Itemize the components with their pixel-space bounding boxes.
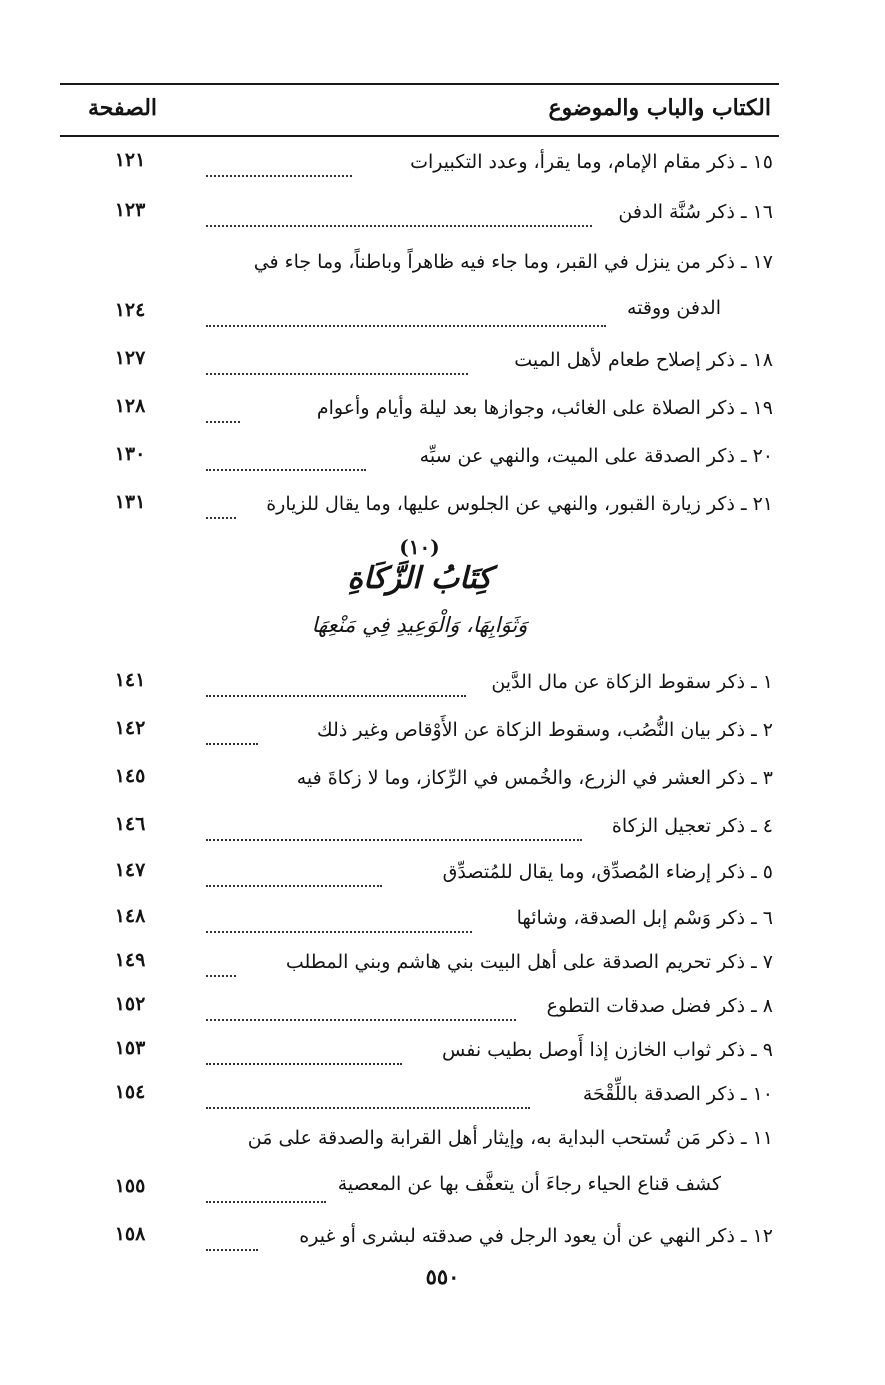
- toc-entry: [60, 667, 779, 707]
- entry-page: ١٥٥: [114, 1175, 146, 1197]
- entry-page: ١٤٢: [114, 717, 146, 739]
- entry-page: ١٤٥: [114, 765, 146, 787]
- entry-page: ١٢٧: [114, 347, 146, 369]
- leader-dots: [206, 995, 516, 1021]
- entry-page: ١٣١: [114, 491, 146, 513]
- toc-entry: [60, 991, 779, 1031]
- entry-title: ١ ـ ذكر سقوط الزكاة عن مال الدَّين: [491, 671, 773, 693]
- entry-title: ١٩ ـ ذكر الصلاة على الغائب، وجوازها بعد ليلة وأيام وأعوام: [316, 397, 773, 419]
- leader-dots: [206, 719, 258, 745]
- entry-page: ١٥٤: [114, 1081, 146, 1103]
- toc-entry: [60, 903, 779, 943]
- entry-title: ١٧ ـ ذكر من ينزل في القبر، وما جاء فيه ظاهراً وباطناً، وما جاء في: [253, 251, 773, 273]
- leader-dots: [206, 151, 352, 177]
- entry-title-continued: الدفن ووقته: [627, 297, 721, 319]
- toc-header: [60, 95, 779, 131]
- toc-entry: [60, 857, 779, 897]
- toc-entry: [60, 147, 779, 187]
- entry-title: ٩ ـ ذكر ثواب الخازن إذا أَوصل بطيب نفس: [442, 1039, 773, 1061]
- leader-dots: [206, 1177, 326, 1203]
- section-subtitle: وَثَوَابِهَا، وَالْوَعِيدِ فِي مَنْعِهَا: [311, 613, 528, 637]
- entry-page: ١٢٨: [114, 395, 146, 417]
- entry-title: ١٨ ـ ذكر إصلاح طعام لأهل الميت: [514, 349, 773, 371]
- entry-page: ١٤٨: [114, 905, 146, 927]
- toc-entry: [60, 811, 779, 851]
- entry-page: ١٤٧: [114, 859, 146, 881]
- page-folio-number: ٥٥٠: [425, 1264, 460, 1289]
- toc-entry: [60, 1035, 779, 1075]
- leader-dots: [206, 671, 466, 697]
- leader-dots: [206, 1083, 530, 1109]
- entry-title: ٢١ ـ ذكر زيارة القبور، والنهي عن الجلوس عليها، وما يقال للزيارة: [266, 493, 773, 515]
- toc-entry: [60, 763, 779, 803]
- leader-dots: [206, 349, 468, 375]
- toc-entry: [60, 441, 779, 481]
- leader-dots: [206, 815, 582, 841]
- entry-title: ٢٠ ـ ذكر الصدقة على الميت، والنهي عن سبِّه: [419, 445, 773, 467]
- entry-title: ٤ ـ ذكر تعجيل الزكاة: [611, 815, 773, 837]
- leader-dots: [206, 493, 236, 519]
- toc-entry: [60, 1079, 779, 1119]
- leader-dots: [206, 1225, 258, 1251]
- leader-dots: [206, 861, 382, 887]
- entry-page: ١٢١: [114, 149, 146, 171]
- header-rule: [60, 135, 779, 137]
- header-page-label: الصفحة: [88, 95, 158, 121]
- header-topic-label: الكتاب والباب والموضوع: [548, 95, 771, 121]
- leader-dots: [206, 301, 606, 327]
- entry-title: ٣ ـ ذكر العشر في الزرع، والخُمس في الرِّكاز، وما لا زكاةَ فيه: [296, 767, 773, 789]
- leader-dots: [206, 397, 240, 423]
- toc-entry: [60, 393, 779, 433]
- leader-dots: [206, 1039, 402, 1065]
- entry-page: ١٤٦: [114, 813, 146, 835]
- toc-entry: [60, 715, 779, 755]
- toc-entry: [60, 197, 779, 237]
- toc-entry: [60, 1221, 779, 1261]
- toc-entry: [60, 489, 779, 529]
- entry-title-continued: كشف قناع الحياء رجاءَ أن يتعفَّف بها عن المعصية: [337, 1173, 721, 1195]
- entry-page: ١٥٣: [114, 1037, 146, 1059]
- toc-entry: [60, 947, 779, 987]
- entry-title: ٧ ـ ذكر تحريم الصدقة على أهل البيت بني هاشم وبني المطلب: [285, 951, 773, 973]
- entry-page: ١٢٣: [114, 199, 146, 221]
- entry-title: ٦ ـ ذكر وَسْم إبل الصدقة، وشائها: [516, 907, 773, 929]
- entry-page: ١٢٤: [114, 299, 146, 321]
- entry-title: ١٢ ـ ذكر النهي عن أن يعود الرجل في صدقته لبشرى أو غيره: [299, 1225, 773, 1247]
- toc-entry: [60, 345, 779, 385]
- entry-title: ١٠ ـ ذكر الصدقة باللِّقْحَة: [582, 1083, 773, 1105]
- entry-page: ١٤٩: [114, 949, 146, 971]
- entry-title: ٥ ـ ذكر إرضاء المُصدِّق، وما يقال للمُتصدِّق: [442, 861, 773, 883]
- entry-page: ١٥٢: [114, 993, 146, 1015]
- leader-dots: [206, 951, 236, 977]
- entry-page: ١٣٠: [114, 443, 146, 465]
- toc-entry: [60, 247, 779, 339]
- leader-dots: [206, 907, 472, 933]
- entry-page: ١٤١: [114, 669, 146, 691]
- toc-entry: [60, 1123, 779, 1215]
- entry-title: ٢ ـ ذكر بيان النُّصُب، وسقوط الزكاة عن الأَوْقاص وغير ذلك: [317, 719, 773, 741]
- entry-title: ١٥ ـ ذكر مقام الإمام، وما يقرأ، وعدد التكبيرات: [410, 151, 773, 173]
- section-title: كِتَابُ الزَّكَاةِ: [347, 561, 492, 596]
- entry-title: ٨ ـ ذكر فضل صدقات التطوع: [546, 995, 773, 1017]
- entry-title: ١١ ـ ذكر مَن تُستحب البداية به، وإيثار أهل القرابة والصدقة على مَن: [247, 1127, 773, 1149]
- entry-page: ١٥٨: [114, 1223, 146, 1245]
- leader-dots: [206, 201, 592, 227]
- leader-dots: [206, 445, 366, 471]
- entry-title: ١٦ ـ ذكر سُنَّة الدفن: [618, 201, 773, 223]
- section-number: (١٠): [399, 535, 440, 559]
- top-rule: [60, 83, 779, 85]
